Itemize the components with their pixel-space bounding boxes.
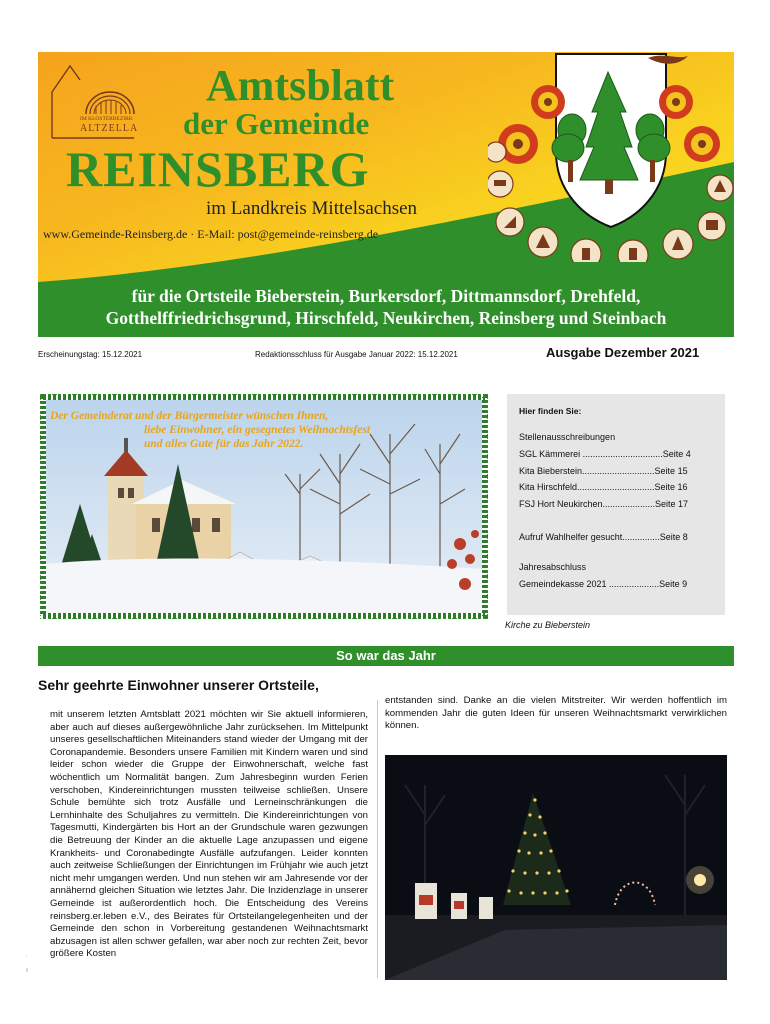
section-banner: So war das Jahr <box>38 646 734 666</box>
article-column-2: entstanden sind. Danke an die vielen Mitstreiter. Wir werden hoffentlich im kommenden Jahr die guten Ideen für unseren Weihnachtsmarkt verwirklichen können. <box>385 695 727 732</box>
toc-heading-jahresabschluss: Jahresabschluss <box>519 562 587 572</box>
masthead-title-amtsblatt: Amtsblatt <box>206 61 395 110</box>
toc-title: Hier finden Sie: <box>519 406 582 416</box>
publication-date: Erscheinungstag: 15.12.2021 <box>38 350 143 359</box>
column-divider <box>377 700 378 978</box>
greeting-line-1: Der Gemeinderat und der Bürgermeister wünschen Ihnen, <box>50 410 329 422</box>
toc-item-kita-hirschfeld: Kita Hirschfeld...............................Seite 16 <box>519 482 688 492</box>
article-headline: Sehr geehrte Einwohner unserer Ortsteile, <box>38 677 319 693</box>
ortsteile-line-1: für die Ortsteile Bieberstein, Burkersdorf, Dittmannsdorf, Drehfeld, <box>131 286 641 306</box>
coat-of-arms-icon <box>488 52 734 262</box>
toc-item-kaemmerei: SGL Kämmerei ................................Seite 4 <box>519 449 691 459</box>
christmas-tree-night-photo <box>385 755 727 980</box>
greeting-line-2: liebe Einwohner, ein gesegnetes Weihnachtsfest <box>144 424 371 436</box>
christmas-greeting <box>50 409 450 451</box>
issue-label: Ausgabe Dezember 2021 <box>546 345 700 360</box>
masthead <box>38 52 734 337</box>
masthead-title-reinsberg: REINSBERG <box>66 141 370 197</box>
toc-item-gemeindekasse: Gemeindekasse 2021 ....................Seite 9 <box>519 579 688 589</box>
masthead-web-email: www.Gemeinde-Reinsberg.de · E-Mail: post@gemeinde-reinsberg.de <box>43 227 379 241</box>
editorial-deadline: Redaktionsschluss für Ausgabe Januar 2022: 15.12.2021 <box>255 350 458 359</box>
logo-text-top: IM KLOSTERBEZIRK <box>80 116 133 122</box>
photo-caption: Kirche zu Bieberstein <box>505 620 591 630</box>
masthead-title-gemeinde: der Gemeinde <box>183 106 370 141</box>
toc-item-kita-bieberstein: Kita Bieberstein.............................Seite 15 <box>519 466 688 476</box>
article-column-1: mit unserem letzten Amtsblatt 2021 möchten wir Sie aktuell informieren, aber auch auf dieses außergewöhnliche Jahr zurücksehen. Im Mittelpunkt unseres gesellschaftlichen Miteinanders stand wieder der Umgang mit der Coronapandemie. Besonders unsere Familien mit Kindern waren und sind leider schon wieder die Gruppe der Einwohnerschaft, welche fast wöchentlich um Normalität bangen. Zum Jahresbeginn wurden Ferien verschoben, Kindereinrichtungen mussten teilweise schließen. Unsere Schule bemühte sich trotz Ausfälle und Lerneinschränkungen die Lernhinhalte des Schuljahres zu vermitteln. Die Kindereinrichtungen von Tagesmutti, Kindergärten bis Hort an der Grundschule waren gezwungen die Betreuung der Kinder an die aktuelle Lage anzupassen und eigene Krankheits- und Coronabedingte Ausfälle aufzufangen. Leider konnten auch zeitweise Schließungen der Einrichtungen im Frühjahr wie auch jetzt nicht mehr umgangen werden. Und nun stehen wir am Jahresende vor der annähernd gleichen Situation wie letztes Jahr. Die Inzidenzlage in unserer Gemeinde ist außerordentlich hoch. Die Entscheidung des Vereins reinsberg.er.leben e.V., des Beirates für Ortsteilangelegenheiten und der Gemeinde den schon in Vorbereitung gestandenen Weihnachtsmarkt abzusagen ist allen schwer gefallen, war aber noch zur rechten Zeit, bevor größere Kosten <box>50 709 368 960</box>
logo-text-bottom: ALTZELLA <box>80 123 139 134</box>
masthead-subtitle: im Landkreis Mittelsachsen <box>206 198 418 219</box>
print-margin-marks: : . ‖ <box>26 954 29 974</box>
toc-item-fsj-hort: FSJ Hort Neukirchen.....................Seite 17 <box>519 499 689 509</box>
greeting-line-3: und alles Gute für das Jahr 2022. <box>144 438 304 450</box>
ortsteile-list <box>38 285 734 329</box>
ortsteile-line-2: Gotthelffriedrichsgrund, Hirschfeld, Neukirchen, Reinsberg und Steinbach <box>105 308 667 328</box>
toc-item-wahlhelfer: Aufruf Wahlhelfer gesucht...............Seite 8 <box>519 532 688 542</box>
toc-heading-stellen: Stellenausschreibungen <box>519 432 616 442</box>
